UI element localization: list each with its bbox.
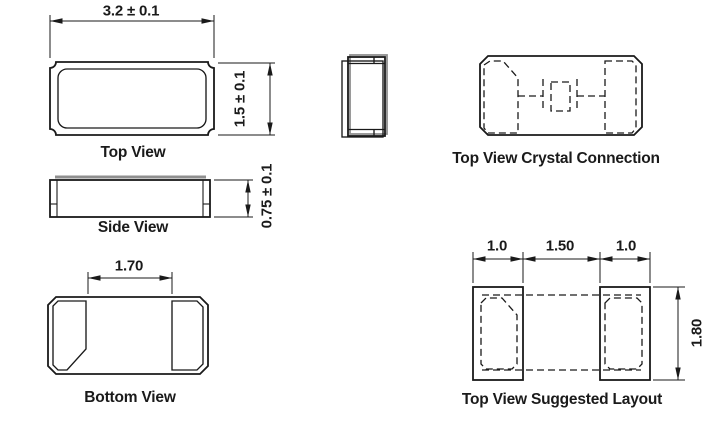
top-view-outline	[50, 62, 214, 135]
dim-layout-pad-gap: 1.50	[545, 237, 575, 255]
side-view-drawing	[50, 177, 253, 217]
bottom-view-label: Bottom View	[84, 389, 176, 406]
crystal-connection-label: Top View Crystal Connection	[452, 150, 660, 167]
crystal-connection-drawing	[480, 56, 642, 135]
suggested-layout-label: Top View Suggested Layout	[461, 391, 663, 408]
dim-body-width-lines	[50, 15, 214, 58]
crystal-symbol	[518, 79, 605, 112]
end-view-shadow	[350, 55, 387, 134]
dim-bottom-pad-gap-lines	[88, 272, 172, 294]
top-view-label: Top View	[100, 144, 166, 161]
dim-layout-height: 1.80	[688, 318, 706, 348]
layout-right-pad	[605, 298, 642, 369]
top-view-lid	[58, 69, 206, 128]
side-view-label: Side View	[97, 219, 169, 236]
side-view-body	[50, 180, 210, 217]
dim-body-height: 0.75 ± 0.1	[258, 163, 276, 229]
dim-body-depth: 1.5 ± 0.1	[231, 70, 249, 128]
bottom-view-outline	[48, 297, 208, 374]
bottom-view-left-pad	[53, 301, 86, 370]
crystal-connection-right-pad	[605, 61, 636, 133]
crystal-connection-outline	[480, 56, 642, 135]
crystal-connection-left-pad	[484, 61, 518, 133]
bottom-view-right-pad	[172, 301, 203, 370]
dim-bottom-pad-gap: 1.70	[114, 257, 144, 275]
dim-layout-height-lines	[653, 287, 685, 380]
dim-layout-pad-right: 1.0	[615, 237, 637, 255]
end-view-drawing	[342, 55, 387, 137]
dim-body-height-lines	[214, 180, 253, 217]
layout-left-pad	[481, 298, 517, 369]
end-view-body	[348, 57, 385, 136]
dim-layout-top-lines	[473, 252, 650, 283]
bottom-view-drawing	[48, 272, 208, 374]
suggested-layout-drawing	[473, 252, 685, 380]
dim-layout-pad-left: 1.0	[486, 237, 508, 255]
dim-body-width: 3.2 ± 0.1	[102, 2, 160, 20]
